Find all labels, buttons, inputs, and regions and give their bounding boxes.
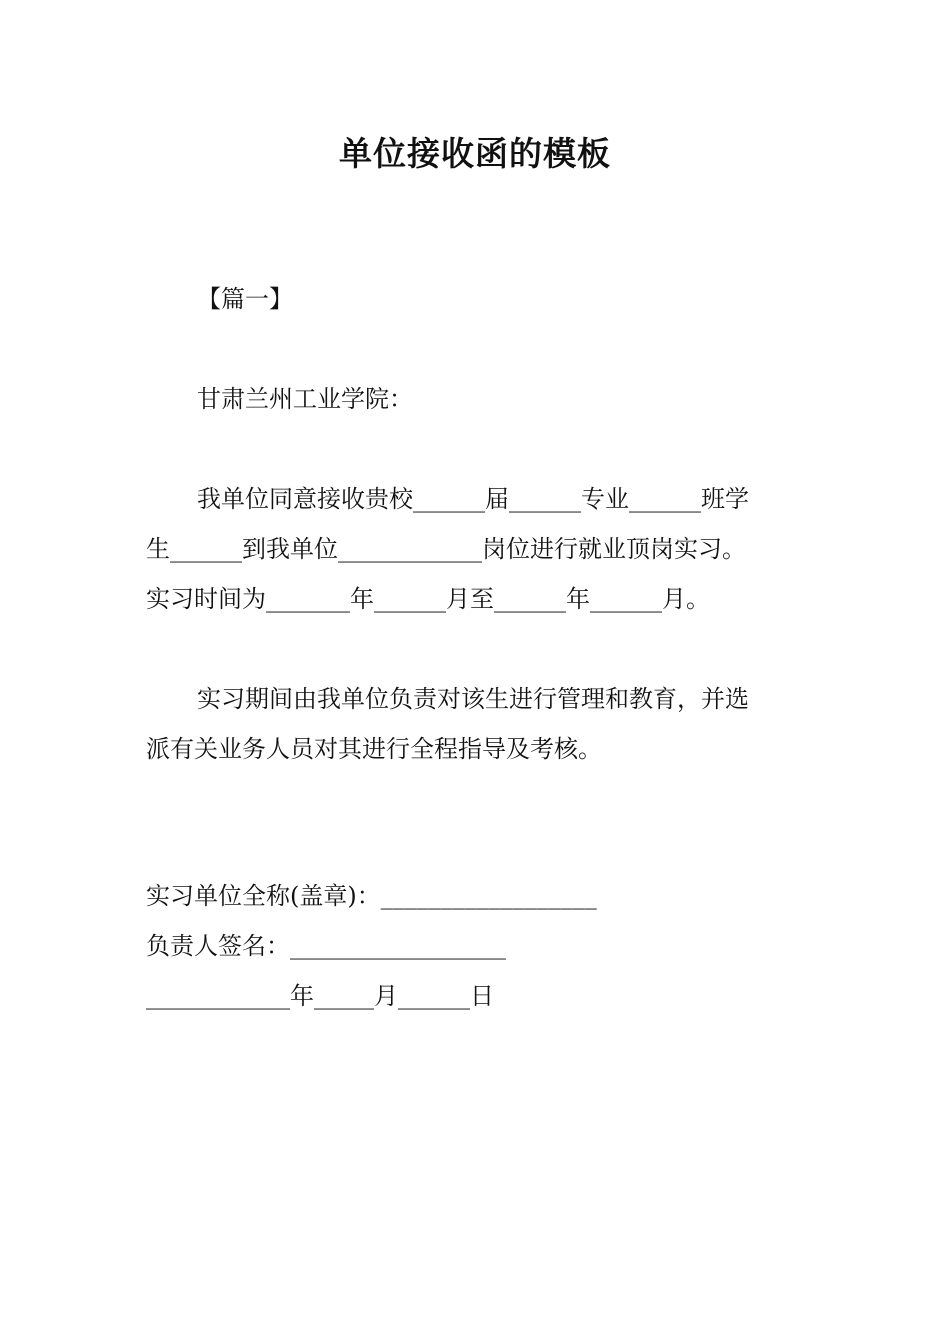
paragraph1-line3: 实习时间为_______年______月至______年______月。 <box>146 585 710 613</box>
signature-date-line: ____________年_____月______日 <box>146 982 494 1010</box>
salutation: 甘肃兰州工业学院： <box>197 385 413 413</box>
paragraph2-line2: 派有关业务人员对其进行全程指导及考核。 <box>146 735 602 763</box>
paragraph1-line1: 我单位同意接收贵校______届______专业______班学 <box>197 485 749 513</box>
section-label: 【篇一】 <box>197 285 293 313</box>
document-title: 单位接收函的模板 <box>339 134 611 173</box>
paragraph2-line1: 实习期间由我单位负责对该生进行管理和教育，并选 <box>197 685 749 713</box>
signature-person-line: 负责人签名：__________________ <box>146 932 506 960</box>
signature-unit-line: 实习单位全称(盖章)：__________________ <box>146 882 597 910</box>
paragraph1-line2: 生______到我单位____________岗位进行就业顶岗实习。 <box>146 535 746 563</box>
